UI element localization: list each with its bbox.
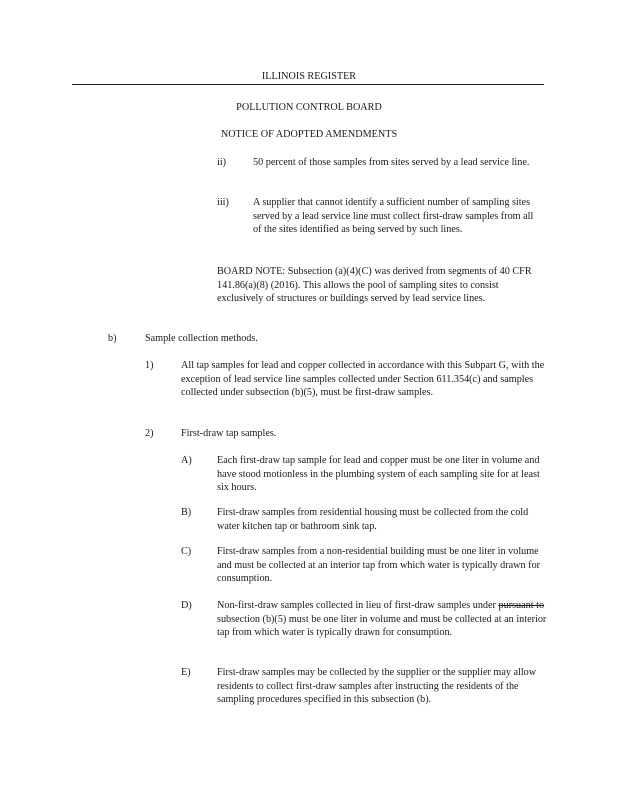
- item-D-struck-text: pursuant to: [498, 600, 545, 611]
- item-D-text-pre: Non-first-draw samples collected in lieu of first-draw samples under: [217, 600, 496, 611]
- header-rule: [72, 84, 544, 85]
- item-C-text: First-draw samples from a non-residential building must be one liter in volume and must be collected at an interior tap from which water is typically drawn for consumption.: [217, 546, 541, 585]
- item-ii-text: 50 percent of those samples from sites served by a lead service line.: [253, 157, 530, 168]
- item-1-number: 1): [145, 360, 154, 371]
- item-ii-number: ii): [217, 157, 227, 168]
- notice-title: NOTICE OF ADOPTED AMENDMENTS: [220, 129, 398, 140]
- register-title: ILLINOIS REGISTER: [261, 71, 357, 82]
- item-B-text: First-draw samples from residential housing must be collected from the cold water kitchen tap or bathroom sink tap.: [217, 507, 529, 532]
- item-A-text: Each first-draw tap sample for lead and copper must be one liter in volume and have stood motionless in the plumbing system of each sampling site for at least six hours.: [217, 455, 540, 494]
- board-title: POLLUTION CONTROL BOARD: [236, 102, 382, 113]
- item-b-text: Sample collection methods.: [145, 333, 258, 344]
- item-iii-text: A supplier that cannot identify a sufficient number of sampling sites served by a lead service line must collect first-draw samples from all of the sites identified as being served by such lines.: [253, 197, 534, 236]
- item-D-number: D): [181, 600, 192, 611]
- item-E-number: E): [181, 667, 191, 678]
- item-C-number: C): [181, 546, 192, 557]
- item-E-text: First-draw samples may be collected by the supplier or the supplier may allow residents to collect first-draw samples after instructing the residents of the sampling procedures specified in this subsection (b).: [217, 667, 537, 706]
- item-D-text: [217, 599, 547, 640]
- board-note: BOARD NOTE: Subsection (a)(4)(C) was derived from segments of 40 CFR 141.86(a)(8) (2016). This allows the pool of sampling sites to consist exclusively of structures or buildings served by lead service lines.: [217, 266, 532, 305]
- item-2-text: First-draw tap samples.: [181, 428, 277, 439]
- item-2-number: 2): [145, 428, 154, 439]
- item-b-number: b): [108, 333, 117, 344]
- item-A-number: A): [181, 455, 192, 466]
- item-1-text: All tap samples for lead and copper collected in accordance with this Subpart G, with the exception of lead service line samples collected under Section 611.354(c) and samples collected under subsection (b)(5), must be first-draw samples.: [181, 360, 545, 399]
- item-iii-number: iii): [217, 197, 229, 208]
- item-D-text-post: subsection (b)(5) must be one liter in volume and must be collected at an interior tap from which water is typically drawn for consumption.: [217, 613, 547, 639]
- item-B-number: B): [181, 507, 192, 518]
